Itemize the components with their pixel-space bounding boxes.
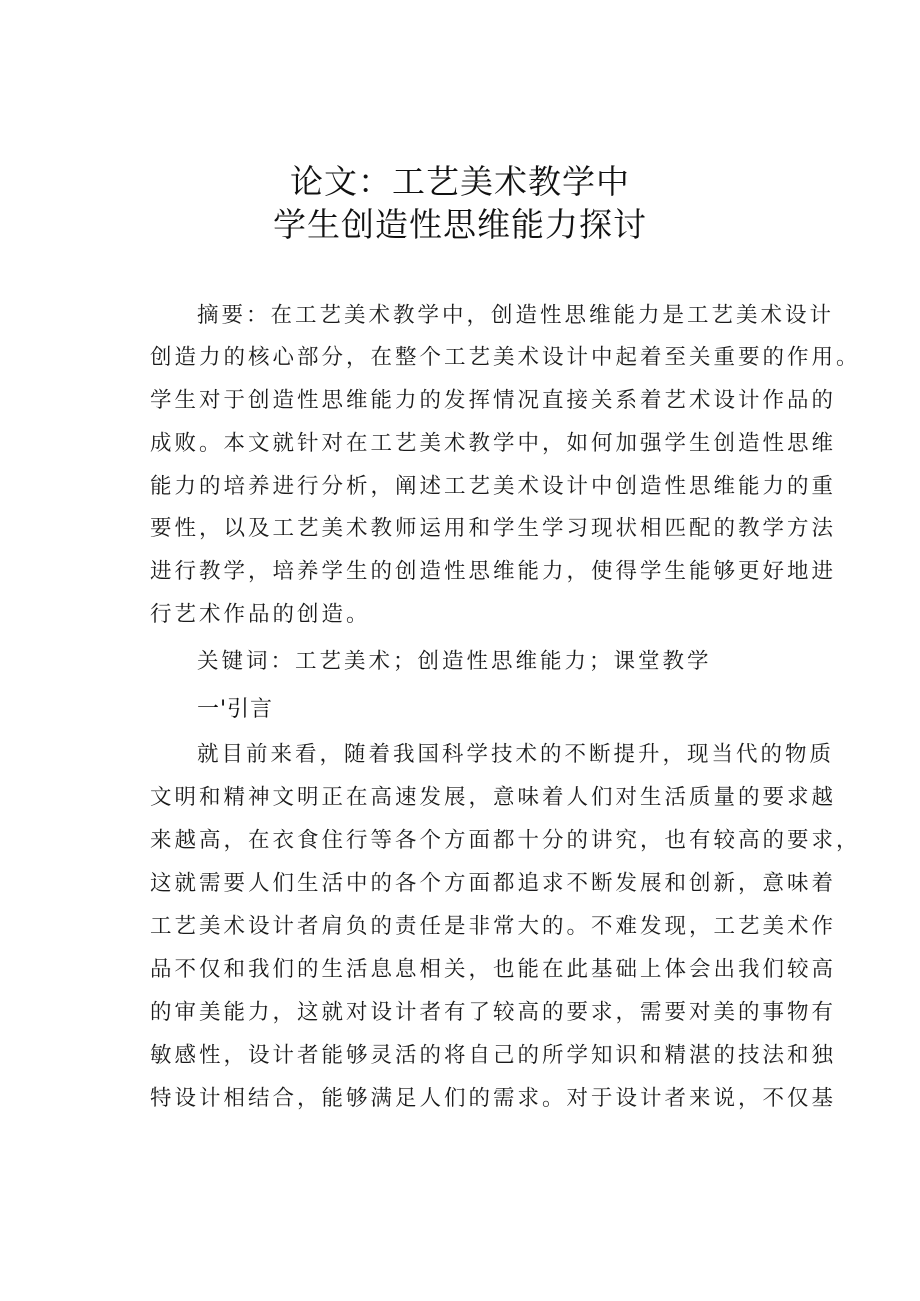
abstract-line: 创造力的核心部分，在整个工艺美术设计中起着至关重要的作用。 (150, 345, 861, 370)
title-line-1: 论文：工艺美术教学中 (290, 162, 630, 201)
body-line: 工艺美术设计者肩负的责任是非常大的。不难发现，工艺美术作 (150, 914, 837, 939)
body-line: 这就需要人们生活中的各个方面都追求不断发展和创新，意味着 (150, 871, 837, 896)
body-line: 来越高，在衣食住行等各个方面都十分的讲究，也有较高的要求， (150, 828, 861, 853)
abstract-line: 学生对于创造性思维能力的发挥情况直接关系着艺术设计作品的 (150, 388, 837, 413)
body-line: 就目前来看，随着我国科学技术的不断提升，现当代的物质 (197, 742, 835, 767)
body-line: 文明和精神文明正在高速发展，意味着人们对生活质量的要求越 (150, 785, 837, 810)
abstract-line: 要性，以及工艺美术教师运用和学生学习现状相匹配的教学方法 (150, 516, 837, 541)
abstract-line: 成败。本文就针对在工艺美术教学中，如何加强学生创造性思维 (150, 431, 837, 456)
abstract-line: 能力的培养进行分析，阐述工艺美术设计中创造性思维能力的重 (150, 474, 837, 499)
body-line: 的审美能力，这就对设计者有了较高的要求，需要对美的事物有 (150, 1000, 837, 1025)
body-line: 敏感性，设计者能够灵活的将自己的所学知识和精湛的技法和独 (150, 1043, 837, 1068)
title-line-2: 学生创造性思维能力探讨 (273, 205, 647, 244)
body-line: 特设计相结合，能够满足人们的需求。对于设计者来说，不仅基 (150, 1086, 837, 1111)
section-heading: 一'引言 (197, 697, 274, 722)
abstract-line: 进行教学，培养学生的创造性思维能力，使得学生能够更好地进 (150, 559, 837, 584)
abstract-line: 行艺术作品的创造。 (150, 602, 371, 627)
abstract-line: 摘要：在工艺美术教学中，创造性思维能力是工艺美术设计 (197, 303, 835, 328)
body-line: 品不仅和我们的生活息息相关，也能在此基础上体会出我们较高 (150, 957, 837, 982)
keywords-line: 关键词：工艺美术；创造性思维能力；课堂教学 (197, 649, 712, 674)
